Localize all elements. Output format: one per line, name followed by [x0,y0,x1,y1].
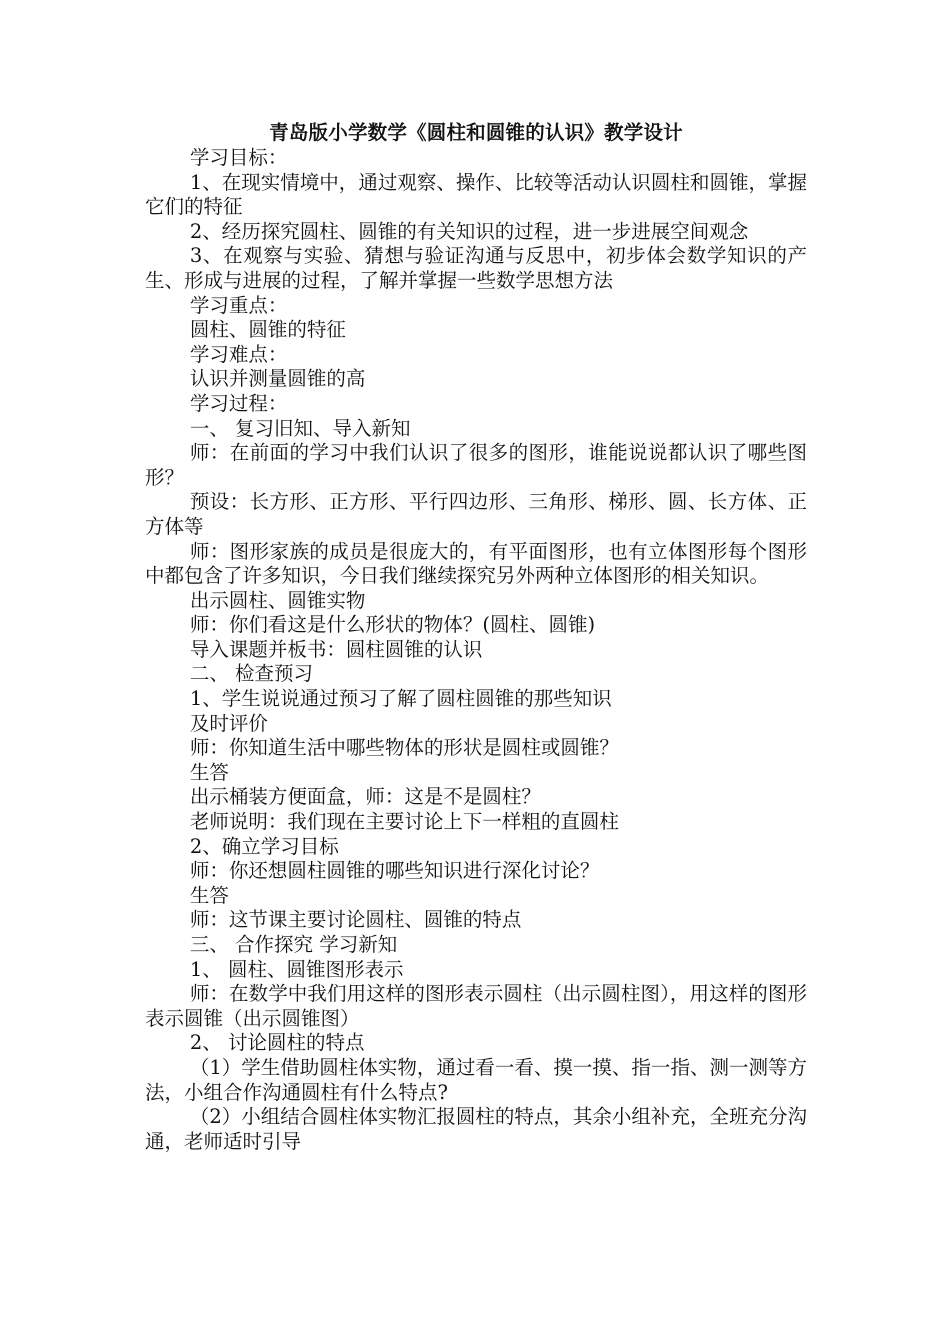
paragraph-goal-1: 1、在现实情境中，通过观察、操作、比较等活动认识圆柱和圆锥，掌握它们的特征 [145,170,807,219]
paragraph-teacher-question: 师：在前面的学习中我们认识了很多的图形，谁能说说都认识了哪些图形？ [145,441,807,489]
paragraph-evaluation: 及时评价 [189,711,268,735]
paragraph-teacher-intro: 师：图形家族的成员是很庞大的，有平面图形，也有立体图形每个图形中都包含了许多知识，今日我们继续探究另外两种立体图形的相关知识。 [145,539,807,588]
paragraph-key-points-heading: 学习重点： [189,293,288,317]
paragraph-show-objects: 出示圆柱、圆锥实物 [189,588,366,612]
document-body [145,146,807,1154]
paragraph-preview-1: 1、学生说说通过预习了解了圆柱圆锥的那些知识 [189,687,612,711]
paragraph-teacher-figures: 师：在数学中我们用这样的图形表示圆柱（出示圆柱图），用这样的图形表示圆锥（出示圆锥图） [145,982,807,1030]
paragraph-noodle-box: 出示桶装方便面盒，师：这是不是圆柱？ [189,785,541,809]
paragraph-figure-representation: 1、 圆柱、圆锥图形表示 [189,957,404,981]
paragraph-teacher-deepen: 师：你还想圆柱圆锥的哪些知识进行深化讨论？ [189,859,600,883]
paragraph-learning-goals-heading: 学习目标： [189,146,288,169]
paragraph-expected-answer: 预设：长方形、正方形、平行四边形、三角形、梯形、圆、长方体、正方体等 [145,490,807,538]
paragraph-discuss-cylinder: 2、 讨论圆柱的特点 [189,1031,365,1055]
paragraph-step-1: （1）学生借助圆柱体实物，通过看一看、摸一摸、指一指、测一测等方法，小组合作沟通圆柱有什么特点? [145,1055,807,1104]
paragraph-student-answer-1: 生答 [189,760,229,784]
paragraph-teacher-shape: 师：你们看这是什么形状的物体？(圆柱、圆锥) [189,613,596,637]
section-heading-review: 一、 复习旧知、导入新知 [189,416,411,440]
paragraph-student-answer-2: 生答 [189,883,229,907]
paragraph-teacher-explain: 老师说明：我们现在主要讨论上下一样粗的直圆柱 [189,810,619,834]
paragraph-goal-setting: 2、确立学习目标 [189,834,339,858]
paragraph-process-heading: 学习过程： [189,391,288,415]
paragraph-difficulty-heading: 学习难点： [189,342,288,366]
paragraph-topic-board: 导入课题并板书：圆柱圆锥的认识 [189,637,483,661]
paragraph-goal-3: 3、在观察与实验、猜想与验证沟通与反思中，初步体会数学知识的产生、形成与进展的过程，了解并掌握一些数学思想方法 [145,244,807,292]
document-page [145,120,807,1154]
paragraph-goal-2: 2、经历探究圆柱、圆锥的有关知识的过程，进一步进展空间观念 [189,219,749,243]
section-heading-explore: 三、 合作探究 学习新知 [189,933,398,956]
paragraph-teacher-life: 师：你知道生活中哪些物体的形状是圆柱或圆锥？ [189,736,619,760]
paragraph-teacher-focus: 师：这节课主要讨论圆柱、圆锥的特点 [189,908,522,932]
paragraph-key-points: 圆柱、圆锥的特征 [189,318,346,342]
paragraph-difficulty: 认识并测量圆锥的高 [189,367,366,391]
paragraph-step-2: （2）小组结合圆柱体实物汇报圆柱的特点，其余小组补充，全班充分沟通，老师适时引导 [145,1105,807,1153]
section-heading-preview: 二、 检查预习 [189,662,314,686]
document-title: 青岛版小学数学《圆柱和圆锥的认识》教学设计 [269,121,683,144]
